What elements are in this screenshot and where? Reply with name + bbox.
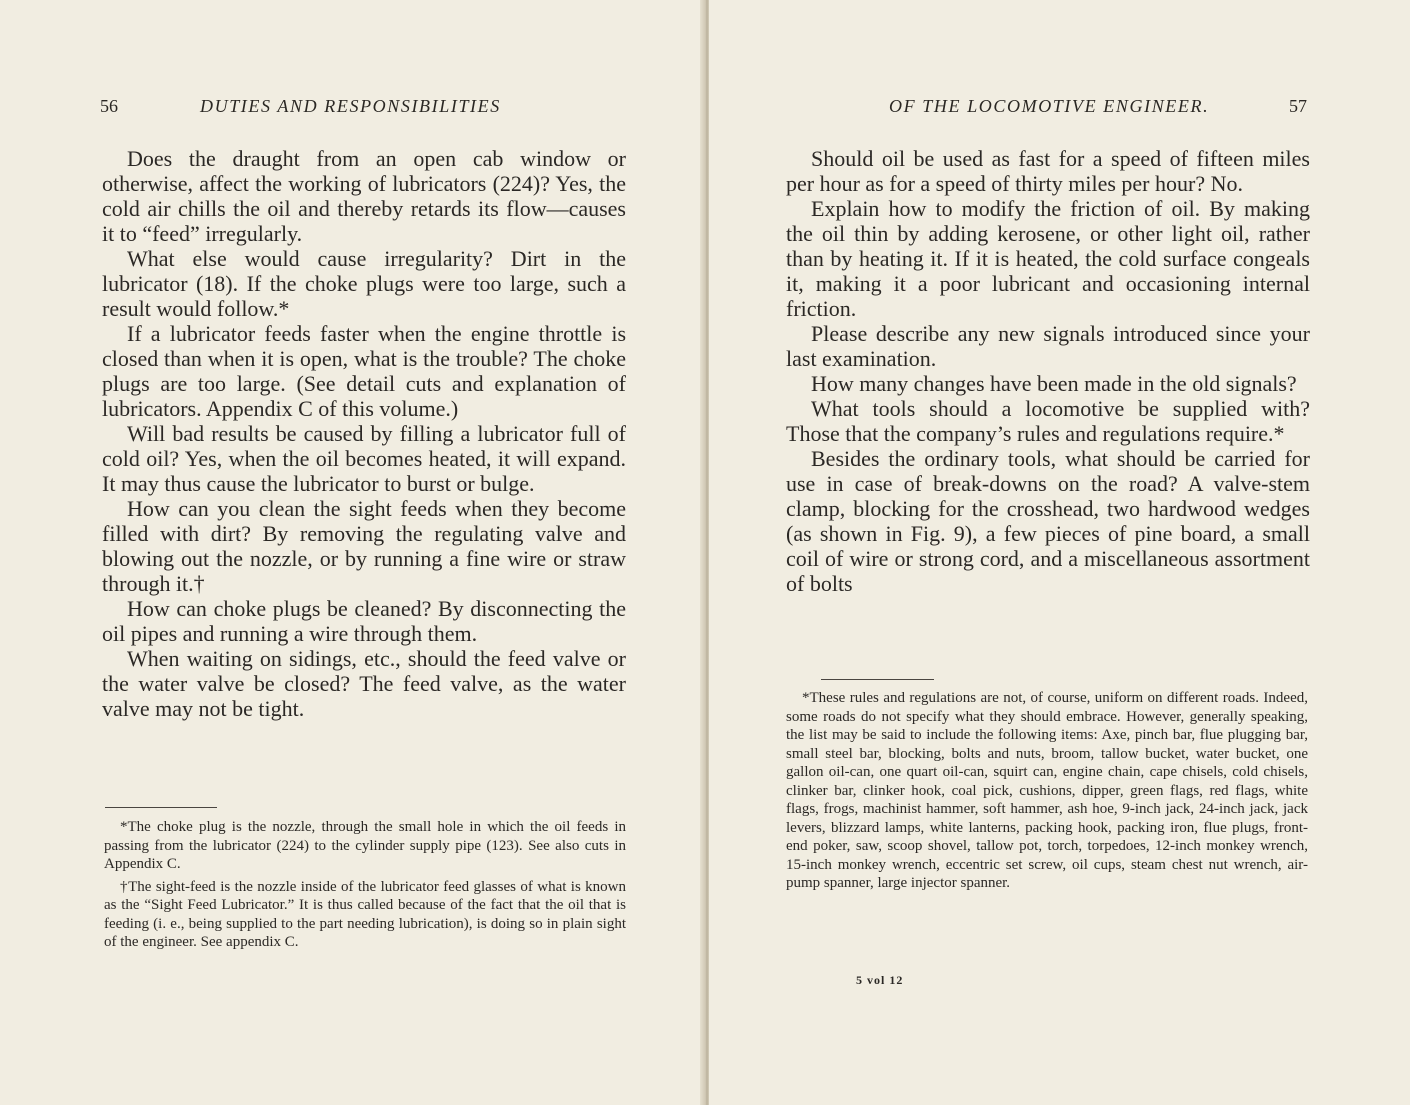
footnote: *The choke plug is the nozzle, through the small hole in which the oil feeds in passing from the lubricator (224) to the cylinder supply pipe (123). See also cuts in Appendix C.	[104, 819, 626, 872]
paragraph: If a lubricator feeds faster when the engine throttle is closed than when it is open, what is the trouble? The choke plugs are too large. (See detail cuts and explanation of lubricators. Appendix C of this volume.)	[102, 321, 626, 421]
footnote: †The sight-feed is the nozzle inside of the lubricator feed glasses of what is known as the “Sight Feed Lubricator.” It is thus called because of the fact that the oil that is feeding (i. e., being supplied to the part needing lubrication), is doing so in plain sight of the engineer. See appendix C.	[104, 878, 626, 950]
paragraph: What tools should a locomotive be supplied with? Those that the company’s rules and regulations require.*	[786, 396, 1310, 446]
right-page	[709, 0, 1410, 1105]
paragraph: Will bad results be caused by filling a lubricator full of cold oil? Yes, when the oil becomes heated, it will expand. It may thus cause the lubricator to burst or bulge.	[102, 421, 626, 496]
paragraph: How can you clean the sight feeds when they become filled with dirt? By removing the regulating valve and blowing out the nozzle, or by running a fine wire or straw through it.†	[102, 496, 626, 596]
right-footnotes	[786, 689, 1308, 897]
footnote-rule	[821, 679, 934, 680]
paragraph: How many changes have been made in the old signals?	[811, 371, 1297, 396]
paragraph: Should oil be used as fast for a speed of fifteen miles per hour as for a speed of thirty miles per hour? No.	[786, 146, 1310, 196]
paragraph: Besides the ordinary tools, what should be carried for use in case of break-downs on the road? A valve-stem clamp, blocking for the crosshead, two hardwood wedges (as shown in Fig. 9), a few pieces of pine board, a small coil of wire or strong cord, and a miscellaneous assortment of bolts	[786, 446, 1310, 596]
right-body-text	[786, 146, 1310, 596]
paragraph: What else would cause irregularity? Dirt in the lubricator (18). If the choke plugs were too large, such a result would follow.*	[102, 246, 626, 321]
signature-mark: 5 vol 12	[856, 973, 904, 987]
footnote: *These rules and regulations are not, of course, uniform on different roads. Indeed, some roads do not specify what they should embrace. However, generally speaking, the list may be said to include the following items: Axe, pinch bar, flue plugging bar, small steel bar, blocking, bolts and nuts, broom, tallow bucket, water bucket, one gallon oil-can, one quart oil-can, squirt can, engine chain, cape chisels, cold chisels, clinker bar, clinker hook, coal pick, cushions, dipper, green flags, red flags, white flags, frogs, machinist hammer, soft hammer, ash hoe, 9-inch jack, 24-inch jack, jack levers, blizzard lamps, white lanterns, packing hook, packing iron, flue plugs, front-end poker, saw, scoop shovel, tallow pot, torch, torpedoes, 12-inch monkey wrench, 15-inch monkey wrench, eccentric set screw, oil cups, steam chest nut wrench, air-pump spanner, large injector spanner.	[786, 690, 1308, 891]
left-footnotes	[104, 818, 626, 956]
footnote-rule	[105, 807, 217, 808]
paragraph: Explain how to modify the friction of oil. By making the oil thin by adding kerosene, or other light oil, rather than by heating it. If it is heated, the cold surface congeals it, making it a poor lubricant and occasioning internal friction.	[786, 196, 1310, 321]
left-page-number: 56	[100, 96, 118, 116]
paragraph: Please describe any new signals introduced since your last examination.	[786, 321, 1310, 371]
paragraph: How can choke plugs be cleaned? By disconnecting the oil pipes and running a wire through them.	[102, 596, 626, 646]
left-running-head: DUTIES AND RESPONSIBILITIES	[200, 96, 501, 116]
paragraph: When waiting on sidings, etc., should the feed valve or the water valve be closed? The feed valve, as the water valve may not be tight.	[102, 646, 626, 721]
right-running-head: OF THE LOCOMOTIVE ENGINEER.	[889, 96, 1210, 116]
paragraph: Does the draught from an open cab window or otherwise, affect the working of lubricators (224)? Yes, the cold air chills the oil and thereby retards its flow—causes it to “feed” irregularly.	[102, 146, 626, 246]
left-body-text	[102, 146, 626, 721]
right-page-number: 57	[1289, 96, 1307, 116]
